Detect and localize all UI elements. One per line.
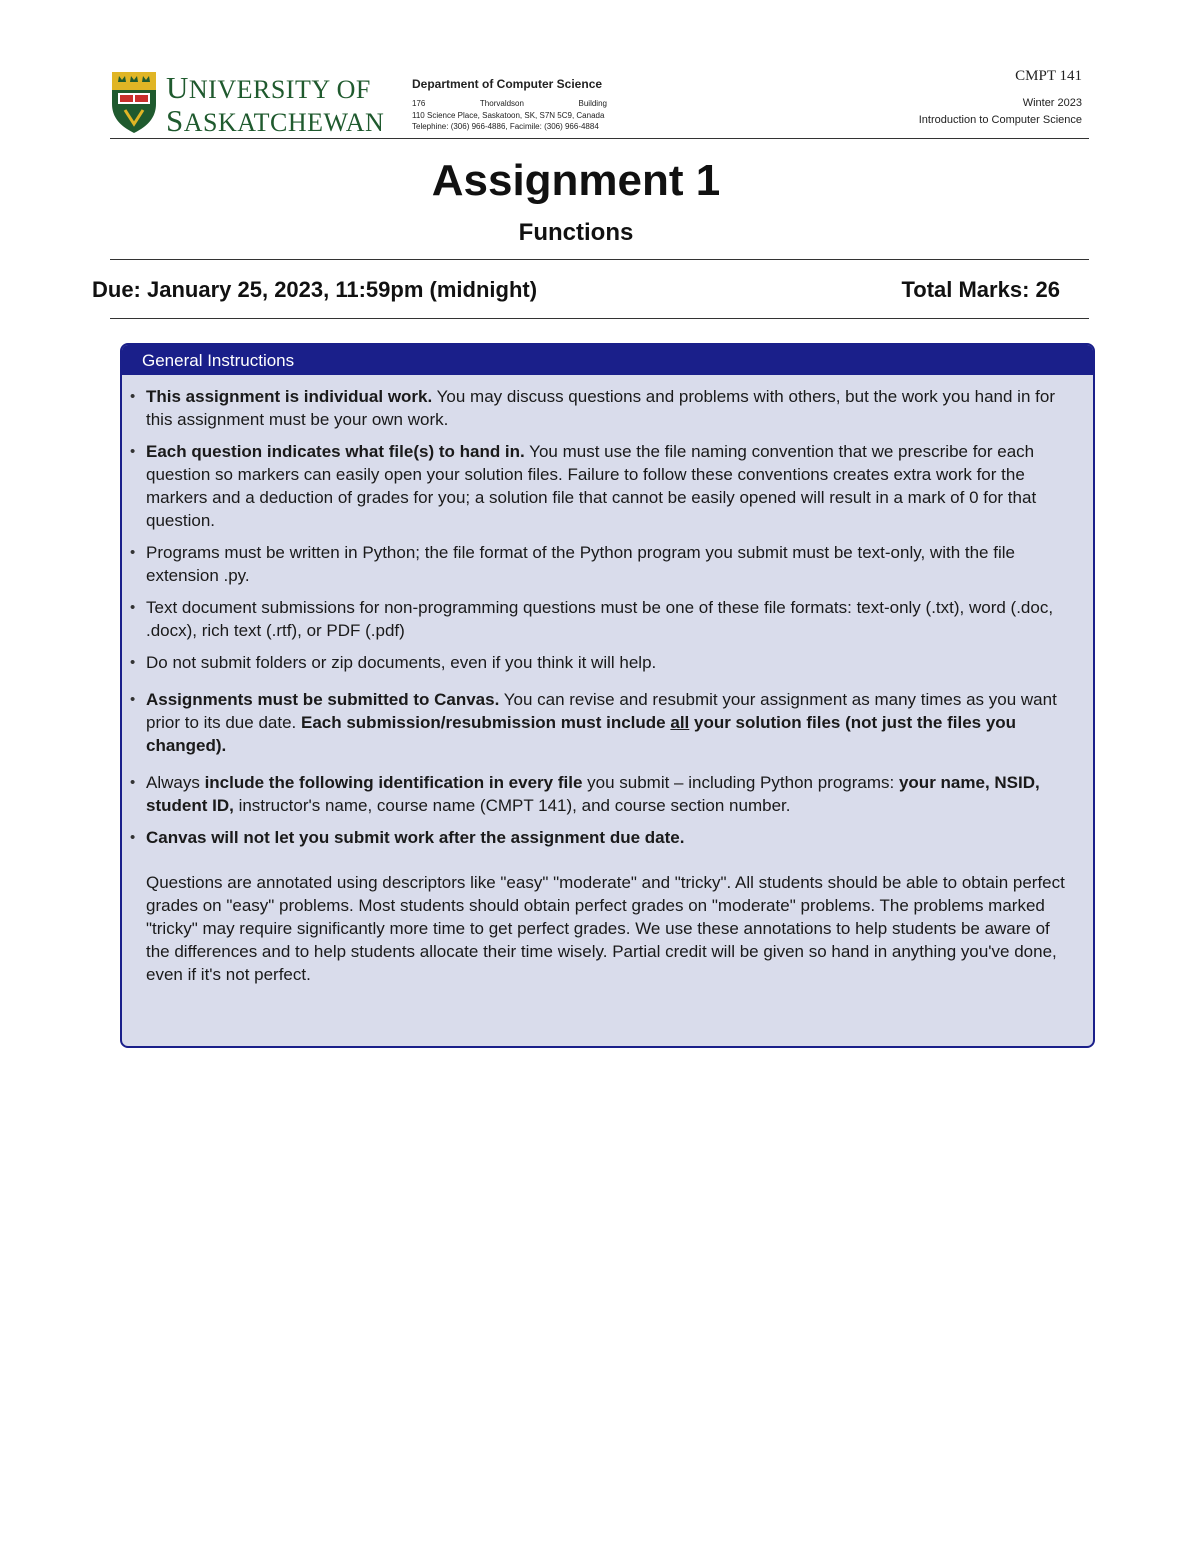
bullet-icon: • — [130, 388, 136, 405]
instructions-body — [122, 375, 1093, 986]
department-info — [412, 76, 607, 133]
department-name: Department of Computer Science — [412, 77, 603, 91]
bullet-icon: • — [130, 443, 136, 460]
bullet-icon: • — [130, 599, 136, 616]
address-line: 110 Science Place, Saskatoon, SK, S7N 5C9, Canada — [412, 110, 605, 120]
bullet-icon: • — [130, 654, 136, 671]
bullet-icon: • — [130, 691, 136, 708]
list-item: • Programs must be written in Python; the file format of the Python program you submit must be text-only, with the file extension .py. — [130, 543, 1015, 585]
course-code: CMPT 141 — [1015, 68, 1082, 84]
university-name: UNIVERSITY OF SASKATCHEWAN — [166, 70, 385, 138]
bullet-icon: • — [130, 829, 136, 846]
total-marks: Total Marks: 26 — [901, 277, 1060, 302]
list-item: • Always include the following identification in every file you submit – including Python programs: your name, NSID, student ID, instructor's name, course name (CMPT 141), and course section number. — [130, 773, 1040, 815]
header-divider — [110, 138, 1089, 139]
page-subtitle: Functions — [518, 219, 634, 246]
instructions-heading: General Instructions — [122, 345, 1093, 375]
building-line: 176 Thorvaldson Building — [412, 99, 607, 109]
course-info — [919, 68, 1082, 128]
general-instructions-box — [120, 343, 1095, 1048]
course-term: Winter 2023 — [1022, 97, 1082, 109]
title-divider — [110, 259, 1089, 260]
page-title: Assignment 1 — [431, 156, 721, 205]
due-divider — [110, 318, 1089, 319]
list-item: • Canvas will not let you submit work after the assignment due date. — [130, 828, 685, 847]
list-item: • Do not submit folders or zip documents, even if you think it will help. — [130, 653, 657, 672]
list-item: • Each question indicates what file(s) to hand in. You must use the file naming convention that we prescribe for each question so markers can easily open your solution files. Failure to follow these conventions creates extra work for the markers and a deduction of grades for you; a solution file that cannot be easily opened will result in a mark of 0 for that question. — [130, 442, 1037, 530]
bullet-icon: • — [130, 774, 136, 791]
list-item: • This assignment is individual work. You may discuss questions and problems with others, but the work you hand in for this assignment must be your own work. — [130, 387, 1055, 429]
list-item: • Text document submissions for non-programming questions must be one of these file formats: text-only (.txt), word (.doc, .docx), rich text (.rtf), or PDF (.pdf) — [130, 598, 1054, 640]
university-crest-logo — [110, 70, 158, 134]
course-name: Introduction to Computer Science — [918, 113, 1082, 126]
annotation-paragraph: Questions are annotated using descriptors like "easy" "moderate" and "tricky". All students should be able to obtain perfect grades on "easy" problems. Most students should obtain perfect grades on "moderate" problems. The problems marked "tricky" may require significantly more time to get perfect grades. We use these annotations to help students be aware of the differences and to help students allocate their time wisely. Partial credit will be given so hand in anything you've done, even if it's not perfect. — [146, 873, 1065, 984]
phone-line: Telephine: (306) 966-4886, Facimile: (306) 966-4884 — [412, 122, 599, 132]
due-date: Due: January 25, 2023, 11:59pm (midnight) — [92, 277, 538, 302]
bullet-icon: • — [130, 544, 136, 561]
list-item: • Assignments must be submitted to Canvas. You can revise and resubmit your assignment as many times as you want prior to its due date. Each submission/resubmission must include all your solution files (not just the files you changed). — [130, 690, 1057, 755]
